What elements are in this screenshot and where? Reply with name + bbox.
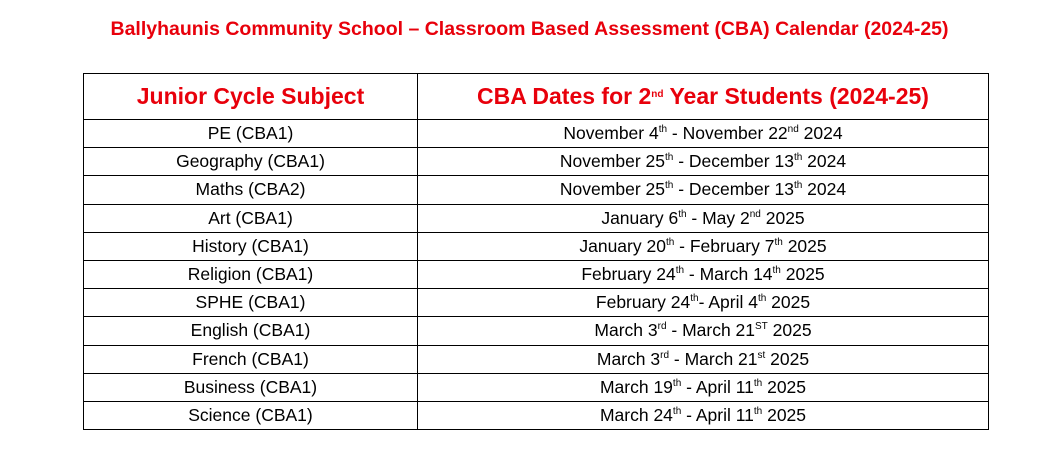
subject-cell: PE (CBA1) xyxy=(84,120,418,148)
dates-cell xyxy=(418,289,989,317)
end-suffix: nd xyxy=(749,208,761,220)
end-date: - November 22 xyxy=(667,123,788,144)
end-date: - May 2 xyxy=(686,207,750,228)
dates-cell xyxy=(418,120,989,148)
end-date: - February 7 xyxy=(674,235,775,256)
end-suffix: th xyxy=(753,377,763,389)
end-date: - April 11 xyxy=(681,404,754,425)
start-date: November 25 xyxy=(559,151,665,172)
end-date: - April 4 xyxy=(698,292,758,313)
header-subject: Junior Cycle Subject xyxy=(84,74,418,120)
year: 2025 xyxy=(766,292,811,313)
start-suffix: rd xyxy=(660,349,670,361)
subject-cell: Geography (CBA1) xyxy=(84,148,418,176)
table-header-row xyxy=(84,74,989,120)
start-date: November 25 xyxy=(559,179,665,200)
end-suffix: th xyxy=(774,236,783,248)
table-row xyxy=(84,317,989,345)
start-date: February 24 xyxy=(581,264,676,285)
table-row xyxy=(84,401,989,429)
start-date: November 4 xyxy=(563,123,659,144)
end-suffix: nd xyxy=(787,124,799,136)
year: 2024 xyxy=(798,123,843,144)
end-date: - December 13 xyxy=(673,179,794,200)
start-date: March 19 xyxy=(599,376,673,397)
dates-cell xyxy=(418,373,989,401)
end-suffix: th xyxy=(753,405,763,417)
year: 2025 xyxy=(762,404,807,425)
table-row xyxy=(84,260,989,288)
dates-cell xyxy=(418,317,989,345)
table-row xyxy=(84,120,989,148)
dates-cell xyxy=(418,260,989,288)
end-suffix: th xyxy=(793,152,803,164)
year: 2025 xyxy=(767,320,812,341)
end-suffix: th xyxy=(793,180,803,192)
year: 2024 xyxy=(802,151,847,172)
table-row xyxy=(84,289,989,317)
start-suffix: th xyxy=(664,180,674,192)
subject-cell: SPHE (CBA1) xyxy=(84,289,418,317)
dates-cell xyxy=(418,232,989,260)
subject-cell: Science (CBA1) xyxy=(84,401,418,429)
end-date: - March 14 xyxy=(684,264,773,285)
start-suffix: th xyxy=(690,293,699,305)
start-suffix: th xyxy=(658,124,668,136)
subject-cell: Maths (CBA2) xyxy=(84,176,418,204)
subject-cell: History (CBA1) xyxy=(84,232,418,260)
page-title: Ballyhaunis Community School – Classroom Based Assessment (CBA) Calendar (2024-25) xyxy=(110,18,949,40)
end-date: - April 11 xyxy=(681,376,754,397)
year: 2025 xyxy=(760,207,805,228)
end-date: - March 21 xyxy=(669,348,758,369)
start-suffix: rd xyxy=(657,321,667,333)
subject-cell: English (CBA1) xyxy=(84,317,418,345)
subject-cell: Art (CBA1) xyxy=(84,204,418,232)
header-dates xyxy=(418,74,989,120)
year: 2025 xyxy=(765,348,810,369)
table-row xyxy=(84,345,989,373)
end-suffix: th xyxy=(772,265,781,277)
year: 2025 xyxy=(780,264,825,285)
start-date: March 24 xyxy=(599,404,673,425)
dates-cell xyxy=(418,345,989,373)
start-date: January 6 xyxy=(601,207,679,228)
start-date: January 20 xyxy=(579,235,666,256)
subject-cell: Religion (CBA1) xyxy=(84,260,418,288)
table-row xyxy=(84,373,989,401)
start-suffix: th xyxy=(678,208,687,220)
dates-cell xyxy=(418,401,989,429)
table-row xyxy=(84,148,989,176)
year: 2024 xyxy=(802,179,847,200)
start-suffix: th xyxy=(672,405,682,417)
dates-cell xyxy=(418,176,989,204)
end-suffix: ST xyxy=(755,321,768,333)
end-date: - March 21 xyxy=(666,320,756,341)
start-suffix: th xyxy=(665,236,675,248)
end-date: - December 13 xyxy=(673,151,794,172)
table-row xyxy=(84,204,989,232)
header-dates-text: CBA Dates for 2 xyxy=(477,83,652,109)
year: 2025 xyxy=(762,376,807,397)
start-suffix: th xyxy=(672,377,682,389)
cba-calendar-table xyxy=(83,73,989,430)
end-suffix: st xyxy=(757,349,766,361)
subject-cell: Business (CBA1) xyxy=(84,373,418,401)
dates-cell xyxy=(418,148,989,176)
subject-cell: French (CBA1) xyxy=(84,345,418,373)
header-dates-sup: nd xyxy=(651,89,664,100)
start-date: March 3 xyxy=(596,348,661,369)
end-suffix: th xyxy=(757,293,767,305)
start-suffix: th xyxy=(675,265,685,277)
table-row xyxy=(84,176,989,204)
start-date: March 3 xyxy=(594,320,658,341)
header-dates-text-end: Year Students (2024-25) xyxy=(663,83,929,109)
dates-cell xyxy=(418,204,989,232)
start-date: February 24 xyxy=(595,292,691,313)
table-row xyxy=(84,232,989,260)
year: 2025 xyxy=(782,235,827,256)
start-suffix: th xyxy=(664,152,674,164)
